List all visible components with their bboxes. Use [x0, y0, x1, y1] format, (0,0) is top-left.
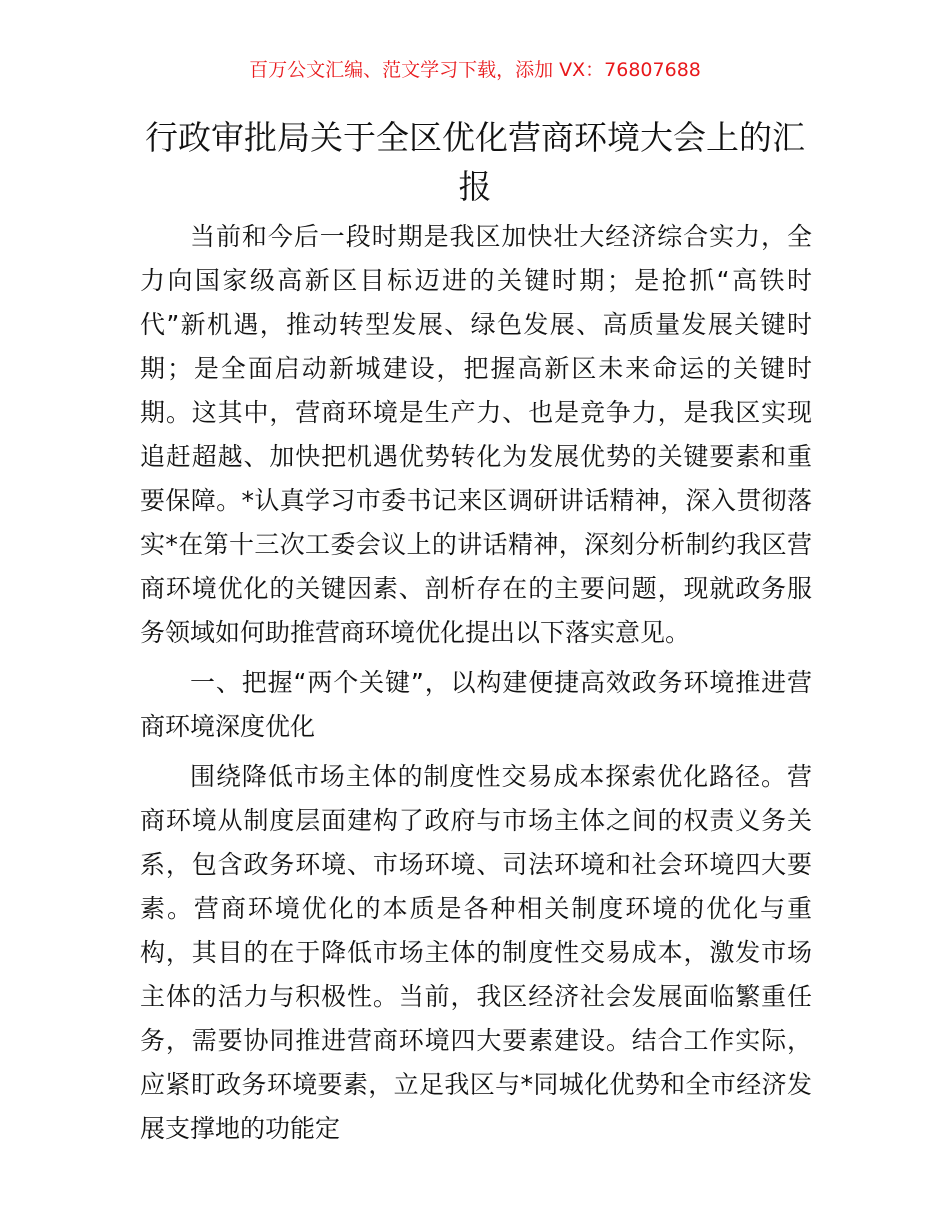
section-paragraph: 围绕降低市场主体的制度性交易成本探索优化路径。营商环境从制度层面建构了政府与市场主体之间的权责义务关系，包含政务环境、市场环境、司法环境和社会环境四大要素。营商环境优化的本质是各种相关制度环境的优化与重构，其目的在于降低市场主体的制度性交易成本，激发市场主体的活力与积极性。当前，我区经济社会发展面临繁重任务，需要协同推进营商环境四大要素建设。结合工作实际，应紧盯政务环境要素，立足我区与*同城化优势和全市经济发展支撑地的功能定 [140, 762, 812, 1143]
document-body [140, 215, 812, 1151]
document-title: 行政审批局关于全区优化营商环境大会上的汇报 [145, 118, 805, 206]
section-heading: 一、把握“两个关键”，以构建便捷高效政务环境推进营商环境深度优化 [140, 668, 812, 741]
watermark-banner: 百万公文汇编、范文学习下载，添加 VX：76807688 [249, 59, 701, 81]
intro-paragraph: 当前和今后一段时期是我区加快壮大经济综合实力，全力向国家级高新区目标迈进的关键时期；是抢抓“高铁时代”新机遇，推动转型发展、绿色发展、高质量发展关键时期；是全面启动新城建设，把握高新区未来命运的关键时期。这其中，营商环境是生产力、也是竞争力，是我区实现追赶超越、加快把机遇优势转化为发展优势的关键要素和重要保障。*认真学习市委书记来区调研讲话精神，深入贯彻落实*在第十三次工委会议上的讲话精神，深刻分析制约我区营商环境优化的关键因素、剖析存在的主要问题，现就政务服务领域如何助推营商环境优化提出以下落实意见。 [140, 222, 812, 647]
